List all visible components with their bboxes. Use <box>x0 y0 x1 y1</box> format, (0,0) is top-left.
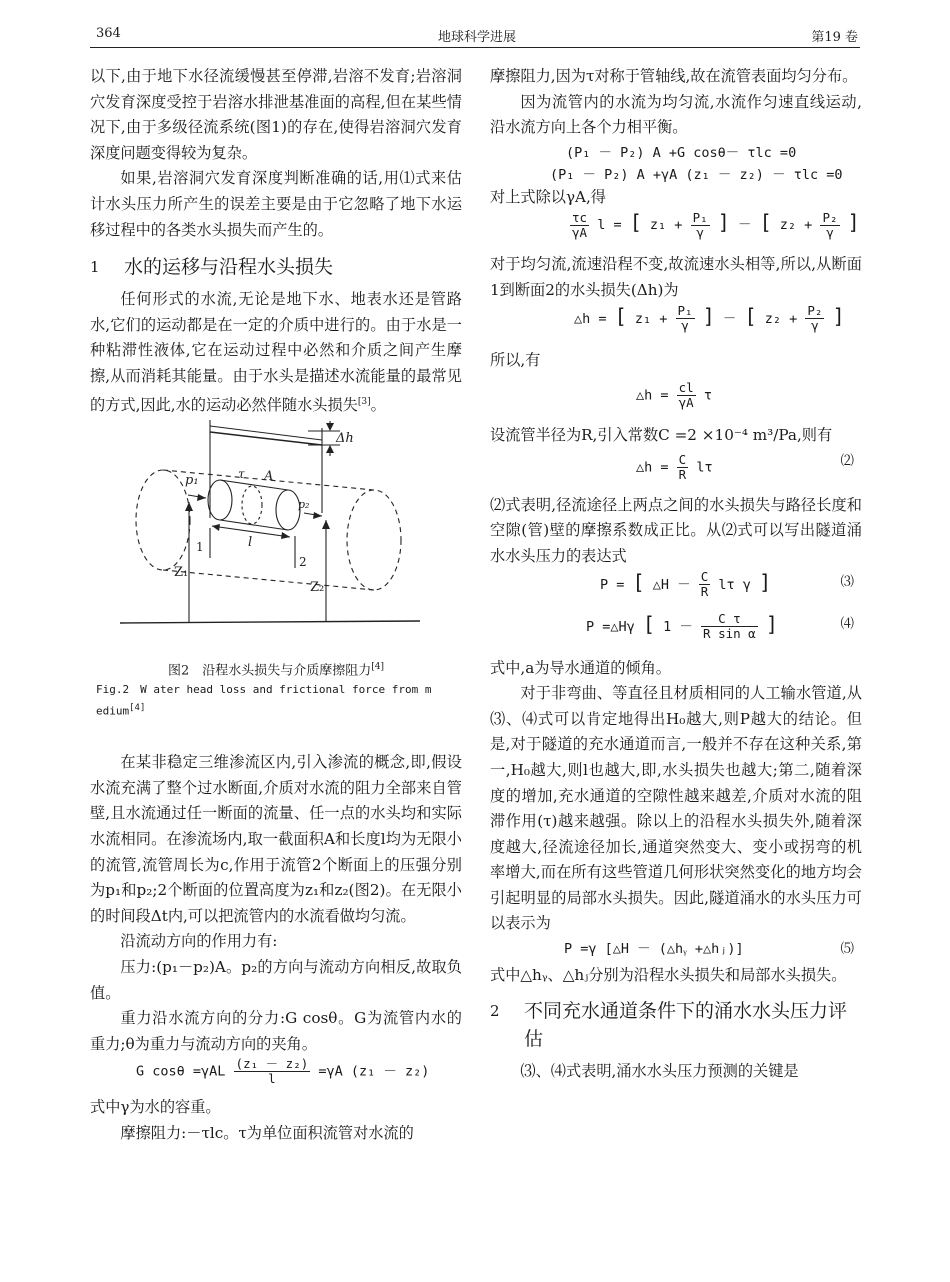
figure-caption-cn <box>90 658 462 680</box>
equation-part: △h = <box>636 459 669 476</box>
fraction <box>677 453 689 482</box>
paragraph: 如果,岩溶洞穴发育深度判断准确的话,用⑴式来估计水头压力所产生的误差主要是由于它忽略了地下水运移过程中的各类水头损失而产生的。 <box>90 169 462 239</box>
equation-part: z₂ + <box>779 217 813 234</box>
paragraph: 所以,有 <box>490 350 541 369</box>
section-heading <box>490 997 862 1053</box>
equation-4: P =△Hγ [ 1 － $\frac{\text{C τ}}{\text{R sin α}}$ ] ⑷ <box>586 611 854 642</box>
section-heading <box>90 253 462 281</box>
equation-gravity <box>90 1057 462 1095</box>
citation: [3] <box>357 396 371 407</box>
figure-2 <box>90 418 462 658</box>
section-title: 水的运移与沿程水头损失 <box>124 256 334 279</box>
denominator: γA <box>572 224 588 240</box>
p1-label: p₁ <box>185 473 199 489</box>
paragraph: ⑶、⑷式表明,涌水水头压力预测的关键是 <box>520 1061 799 1080</box>
equation-part: △h = <box>574 310 607 327</box>
numerator: (z₁ － z₂) <box>235 1056 309 1072</box>
fraction <box>234 1057 311 1086</box>
paragraph: 式中△hᵧ、△hⱼ分别为沿程水头损失和局部水头损失。 <box>490 966 847 985</box>
denominator: γA <box>678 395 694 411</box>
paragraph: 因为流管内的水流为均匀流,水流作匀速直线运动,沿水流方向上各个力相平衡。 <box>490 92 862 137</box>
p2-label: p₂ <box>298 498 310 512</box>
figure-caption-en <box>90 681 462 721</box>
z2-label: Z₂ <box>310 580 325 596</box>
denominator: γ <box>826 224 834 240</box>
caption-text: Fig.2 W ater head loss and frictional force from m edium <box>96 682 432 718</box>
citation: [4] <box>129 702 146 713</box>
citation: [4] <box>371 662 385 673</box>
paragraph: 式中,a为导水通道的倾角。 <box>490 658 671 677</box>
section-number: 2 <box>490 1001 500 1020</box>
paragraph: 对于均匀流,流速沿程不变,故流速水头相等,所以,从断面1到断面2的水头损失(Δh)为 <box>490 255 862 299</box>
equation-part: － <box>737 217 752 234</box>
equation-part: △h = <box>636 387 669 404</box>
paragraph: 沿流动方向的作用力有: <box>120 932 278 951</box>
area-label: A <box>264 469 274 485</box>
equation-text: (P₁ － P₂) A +γA (z₁ － z₂) － τlc =0 <box>550 166 843 183</box>
journal-title: 地球科学进展 <box>437 30 516 45</box>
page-number: 364 <box>96 26 121 41</box>
equation-text: (P₁ － P₂) A +G cosθ－ τlc =0 <box>566 144 797 161</box>
equation-b <box>490 163 862 185</box>
equation-number: ⑵ <box>840 452 854 469</box>
equation-2 <box>490 449 862 493</box>
section-title: 不同充水通道条件下的涌水水头压力评估 <box>524 999 848 1050</box>
paragraph: 设流管半径为R,引入常数C =2 ×10⁻⁴ m³/Pa,则有 <box>490 426 833 445</box>
numerator: cl <box>678 380 694 396</box>
equation-part: P =△Hγ <box>586 618 635 635</box>
paragraph: 式中γ为水的容重。 <box>90 1098 221 1117</box>
paragraph: ⑵式表明,径流途径上两点之间的水头损失与路径长度和空隙(管)壁的摩擦系数成正比。从⑵式可以写出隧道涌水水头压力的表达式 <box>490 495 862 565</box>
equation-d: △h = [ z₁ + $\frac{\text{P₁}}{\gamma}$ ] － [ z₂ + $\frac{\text{P₂}}{\gamma}$ ] <box>574 303 845 334</box>
section-2-label: 2 <box>299 555 307 570</box>
denominator: R sin α <box>703 626 756 642</box>
fraction <box>805 304 824 333</box>
section-number: 1 <box>90 258 100 277</box>
denominator: γ <box>681 318 689 334</box>
denominator: γ <box>811 318 819 334</box>
caption-text: 图2 沿程水头损失与介质摩擦阻力 <box>167 663 372 679</box>
equation-part: 1 － <box>663 618 693 635</box>
denominator: l <box>268 1071 276 1087</box>
numerator: C <box>678 451 687 467</box>
numerator: τc <box>572 209 588 225</box>
paragraph: 摩擦阻力,因为τ对称于管轴线,故在流管表面均匀分布。 <box>490 67 858 85</box>
equation-a <box>490 141 862 163</box>
tau-label: τ <box>238 467 245 482</box>
left-column <box>90 64 462 1146</box>
running-header <box>96 26 858 46</box>
paragraph: 对上式除以γA,得 <box>490 187 606 206</box>
equation-part: G cosθ =γAL <box>136 1063 226 1080</box>
numerator: C <box>700 569 709 585</box>
right-column <box>490 64 862 1084</box>
fraction <box>820 211 839 240</box>
denominator: R <box>700 584 709 600</box>
section-1-label: 1 <box>196 540 204 555</box>
fraction <box>701 612 758 641</box>
equation-part: l = <box>597 217 622 234</box>
equation-part: z₂ + <box>764 310 798 327</box>
equation-part: lτ γ <box>718 576 751 593</box>
paragraph-text: 任何形式的水流,无论是地下水、地表水还是管路水,它们的运动都是在一定的介质中进行的。由于水是一种粘滞性液体,它在运动过程中必然和介质之间产生摩擦,从而消耗其能量。由于水头是描述水流能量的最常见的方式,因此,水的运动必然伴随水头损失 <box>90 290 462 414</box>
equation-number: ⑷ <box>840 615 854 632</box>
fraction <box>699 570 711 599</box>
paragraph: 重力沿水流方向的分力:G cosθ。G为流管内水的重力;θ为重力与流动方向的夹角。 <box>90 1009 462 1053</box>
paragraph: 在某非稳定三维渗流区内,引入渗流的概念,即,假设水流充满了整个过水断面,介质对水流的阻力全部来自管壁,且水流通过任一断面的流量、任一点的水头均和实际水流相同。在渗流场内,取一截面积A和长度l均为无限小的流管,流管周长为c,作用于流管2个断面上的压强分别为p₁和p₂;2个断面的位置高度为z₁和z₂(图2)。在无限小的时间段Δt内,可以把流管内的水流看做均匀流。 <box>90 753 462 925</box>
equation-part: z₁ + <box>649 217 683 234</box>
numerator: P₂ <box>822 209 838 225</box>
equation-e <box>490 373 862 423</box>
fraction <box>676 304 695 333</box>
equation-5 <box>490 937 862 963</box>
equation-part: z₁ + <box>634 310 668 327</box>
numerator: C τ <box>701 612 758 627</box>
paragraph: 对于非弯曲、等直径且材质相同的人工输水管道,从⑶、⑷式可以肯定地得出H₀越大,则P越大的结论。但是,对于隧道的充水通道而言,一般并不存在这种关系,第一,H₀越大,则l也越大,即,水头损失也越大;第二,随着深度的增加,充水通道的空隙性越来越差,介质对水流的阻滞作用(τ)越来越强。除以上的沿程水头损失外,随着深度越大,径流途径加长,通道突然变大、变小或拐弯的机率增大,而在所有这些管道几何形状突然变化的地方均会引起明显的局部水头损失。因此,隧道涌水的水头压力可以表示为 <box>490 684 862 933</box>
equation-3: P = [ △H － $\frac{C}{R}$ lτ γ ] ⑶ <box>600 569 854 600</box>
z1-label: Z₁ <box>174 565 189 581</box>
equation-number: ⑸ <box>840 941 854 958</box>
paragraph: 以下,由于地下水径流缓慢甚至停滞,岩溶不发育;岩溶洞穴发育深度受控于岩溶水排泄基准面的高程,但在某些情况下,由于多级径流系统(图1)的存在,使得岩溶洞穴发育深度问题变得较为复杂。 <box>90 67 462 162</box>
fraction <box>570 211 589 240</box>
denominator: γ <box>696 224 704 240</box>
denominator: R <box>678 466 687 482</box>
equation-part: =γA (z₁ － z₂) <box>318 1063 430 1080</box>
length-label: l <box>248 535 253 551</box>
numerator: P₂ <box>807 303 823 319</box>
volume: 第19 卷 <box>811 30 858 45</box>
equation-part: lτ <box>696 459 713 476</box>
fraction <box>677 381 696 410</box>
equation-text: P =γ [△H － (△hᵧ +△hⱼ)] <box>564 941 744 958</box>
equation-part: P = <box>600 576 625 593</box>
numerator: P₁ <box>692 209 708 225</box>
paragraph-text: 。 <box>370 395 386 414</box>
numerator: P₁ <box>677 303 693 319</box>
paragraph: 摩擦阻力:－τlc。τ为单位面积流管对水流的 <box>120 1123 414 1142</box>
equation-c: $\frac{\tau c}{\gamma A}$ l = [ z₁ + $\frac{\text{P₁}}{\gamma}$ ] － [ z₂ + $\frac{\text{P₂}}{\gamma}$ ] <box>572 209 860 240</box>
equation-part: － <box>722 310 737 327</box>
header-rule <box>90 47 860 48</box>
delta-h-label: Δh <box>336 431 354 447</box>
paragraph <box>90 287 462 418</box>
equation-part: △H － <box>652 576 691 593</box>
flow-tube-diagram <box>90 418 462 658</box>
equation-number: ⑶ <box>840 573 854 590</box>
paragraph: 压力:(p₁－p₂)A。p₂的方向与流动方向相反,故取负值。 <box>90 957 462 1002</box>
equation-part: τ <box>703 387 712 404</box>
fraction <box>691 211 710 240</box>
